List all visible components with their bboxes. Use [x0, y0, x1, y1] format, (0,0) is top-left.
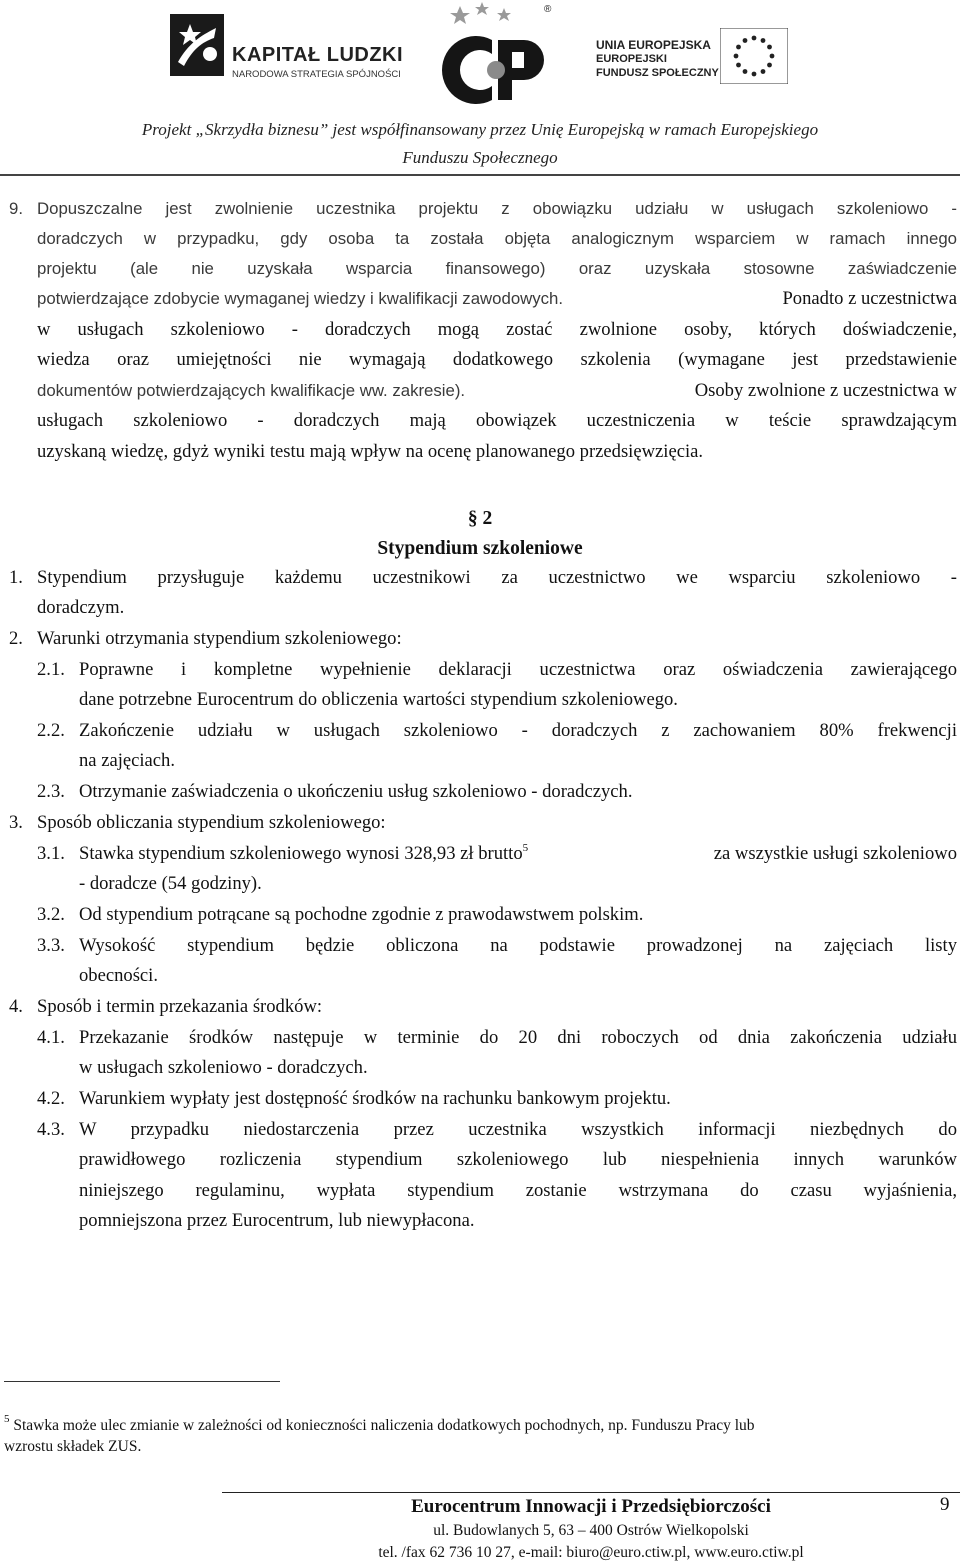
- footnote-mark: 5: [4, 1413, 10, 1425]
- footer-organization: Eurocentrum Innowacji i Przedsiębiorczości: [411, 1496, 771, 1517]
- header-note-line-1: Projekt „Skrzydła biznesu” jest współfinansowany przez Unię Europejską w ramach Europejskiego: [141, 120, 819, 139]
- item-1-line-1: Stypendium przysługuje każdemu uczestnikowi za uczestnictwo we wsparciu szkoleniowo -: [37, 567, 957, 588]
- section-9-line-9: uzyskaną wiedzę, gdyż wyniki testu mają wpływ na ocenę planowanego przedsięwzięcia.: [37, 441, 704, 462]
- item-2-1-line-2: dane potrzebne Eurocentrum do obliczenia wartości stypendium szkoleniowego.: [79, 689, 678, 710]
- kapital-ludzki-title: KAPITAŁ LUDZKI: [232, 44, 404, 66]
- item-1-line-2: doradczym.: [37, 597, 125, 618]
- item-4-3-line-3: niniejszego regulaminu, wypłata stypendium zostanie wstrzymana do czasu wyjaśnienia,: [79, 1180, 957, 1201]
- registered-mark: ®: [544, 4, 552, 15]
- item-2-1-number: 2.1.: [37, 659, 65, 680]
- footer-divider: [222, 1492, 960, 1493]
- item-2-2-line-2: na zajęciach.: [79, 750, 175, 771]
- item-4-line-1: Sposób i termin przekazania środków:: [37, 996, 323, 1017]
- section-9-number: 9.: [9, 199, 23, 218]
- section-9-line-5: w usługach szkoleniowo - doradczych mogą zostać zwolnione osoby, których doświadczenie,: [37, 319, 957, 340]
- item-2-3-line-1: Otrzymanie zaświadczenia o ukończeniu usług szkoleniowo - doradczych.: [79, 781, 633, 802]
- item-2-line-1: Warunki otrzymania stypendium szkoleniowego:: [37, 628, 402, 649]
- section-9-line-6: wiedza oraz umiejętności nie wymagają dodatkowego szkolenia (wymagane jest przedstawienie: [37, 349, 957, 370]
- item-3-number: 3.: [9, 812, 23, 833]
- item-4-3-number: 4.3.: [37, 1119, 65, 1140]
- header-note: [60, 116, 900, 172]
- page-number: 9: [940, 1494, 950, 1515]
- eu-line-2: EUROPEJSKI: [596, 53, 667, 65]
- stipend-list: [0, 563, 960, 1263]
- item-2-3-number: 2.3.: [37, 781, 65, 802]
- section-9-line-7b: Osoby zwolnione z uczestnictwa w: [694, 380, 957, 401]
- item-4-2-number: 4.2.: [37, 1088, 65, 1109]
- item-3-1-text-a: Stawka stypendium szkoleniowego wynosi 328,93 zł brutto: [79, 843, 523, 864]
- item-2-number: 2.: [9, 628, 23, 649]
- footer-contact: tel. /fax 62 736 10 27, e-mail: biuro@euro.ctiw.pl, www.euro.ctiw.pl: [378, 1544, 804, 1561]
- footnote: [4, 1415, 944, 1457]
- footer-address: ul. Budowlanych 5, 63 – 400 Ostrów Wielkopolski: [433, 1522, 749, 1539]
- header-divider: [0, 174, 960, 176]
- section-9-line-8: usługach szkoleniowo - doradczych mają obowiązek uczestniczenia w teście sprawdzającym: [37, 410, 957, 431]
- item-4-1-line-1: Przekazanie środków następuje w terminie do 20 dni roboczych od dnia zakończenia udziału: [79, 1027, 957, 1048]
- item-3-line-1: Sposób obliczania stypendium szkoleniowego:: [37, 812, 386, 833]
- section-9-line-4b: Ponadto z uczestnictwa: [782, 288, 957, 309]
- section-9-line-7: [37, 376, 957, 406]
- footnote-ref: 5: [522, 842, 529, 854]
- item-3-1-line-2: - doradcze (54 godziny).: [79, 873, 262, 894]
- item-4-3-line-2: prawidłowego rozliczenia stypendium szkoleniowego lub niespełnienia innych warunków: [79, 1149, 957, 1170]
- item-3-3-number: 3.3.: [37, 935, 65, 956]
- paragraph-title: Stypendium szkoleniowe: [377, 538, 583, 559]
- item-2-2-number: 2.2.: [37, 720, 65, 741]
- eu-line-3: FUNDUSZ SPOŁECZNY: [596, 67, 719, 79]
- eu-line-1: UNIA EUROPEJSKA: [596, 38, 711, 52]
- item-4-number: 4.: [9, 996, 23, 1017]
- section-9-line-3: projektu (ale nie uzyskała wsparcia finansowego) oraz uzyskała stosowne zaświadczenie: [37, 259, 957, 278]
- eu-flag-icon: [720, 28, 788, 84]
- header-note-line-2: Funduszu Społecznego: [402, 148, 558, 167]
- item-3-3-line-1: Wysokość stypendium będzie obliczona na podstawie prowadzonej na zajęciach listy: [79, 935, 957, 956]
- section-9-line-7a: dokumentów potwierdzających kwalifikacje ww. zakresie).: [37, 381, 466, 400]
- item-3-1-line-1: [79, 839, 957, 869]
- section-9-line-1: Dopuszczalne jest zwolnienie uczestnika projektu z obowiązku udziału w usługach szkoleniowo -: [37, 199, 957, 218]
- paragraph-heading: § 2: [467, 508, 493, 529]
- item-3-1-text-b: za wszystkie usługi szkoleniowo: [713, 843, 957, 864]
- item-4-1-number: 4.1.: [37, 1027, 65, 1048]
- kapital-ludzki-logo: [170, 14, 404, 104]
- section-9-line-4: [37, 284, 957, 314]
- section-9-line-4a: potwierdzające zdobycie wymaganej wiedzy i kwalifikacji zawodowych.: [37, 289, 564, 308]
- section-9-line-2: doradczych w przypadku, gdy osoba ta została objęta analogicznym wsparciem w ramach innego: [37, 229, 957, 248]
- item-2-2-line-1: Zakończenie udziału w usługach szkoleniowo - doradczych z zachowaniem 80% frekwencji: [79, 720, 957, 741]
- item-4-3-line-1: W przypadku niedostarczenia przez uczestnika wszystkich informacji niezbędnych do: [79, 1119, 957, 1140]
- cp-logo: [430, 0, 570, 105]
- eu-logo: [596, 28, 786, 98]
- item-3-1-number: 3.1.: [37, 843, 65, 864]
- item-4-2-line-1: Warunkiem wypłaty jest dostępność środków na rachunku bankowym projektu.: [79, 1088, 671, 1109]
- item-1-number: 1.: [9, 567, 23, 588]
- footnote-separator: [4, 1381, 280, 1382]
- footnote-text: Stawka może ulec zmianie w zależności od konieczności naliczenia dodatkowych pochodnych, np. Funduszu Pracy lub: [13, 1417, 755, 1434]
- cp-logo-icon: [430, 0, 570, 105]
- item-3-2-line-1: Od stypendium potrącane są pochodne zgodnie z prawodawstwem polskim.: [79, 904, 644, 925]
- kapital-ludzki-emblem-icon: [170, 14, 224, 76]
- kapital-ludzki-subtitle: NARODOWA STRATEGIA SPÓJNOŚCI: [232, 69, 401, 80]
- item-4-1-line-2: w usługach szkoleniowo - doradczych.: [79, 1057, 368, 1078]
- item-2-1-line-1: Poprawne i kompletne wypełnienie deklaracji uczestnictwa oraz oświadczenia zawierającego: [79, 659, 957, 680]
- item-3-3-line-2: obecności.: [79, 965, 158, 986]
- item-4-3-line-4: pomniejszona przez Eurocentrum, lub niewypłacona.: [79, 1210, 475, 1231]
- footnote-text-2: wzrostu składek ZUS.: [4, 1438, 142, 1455]
- item-3-2-number: 3.2.: [37, 904, 65, 925]
